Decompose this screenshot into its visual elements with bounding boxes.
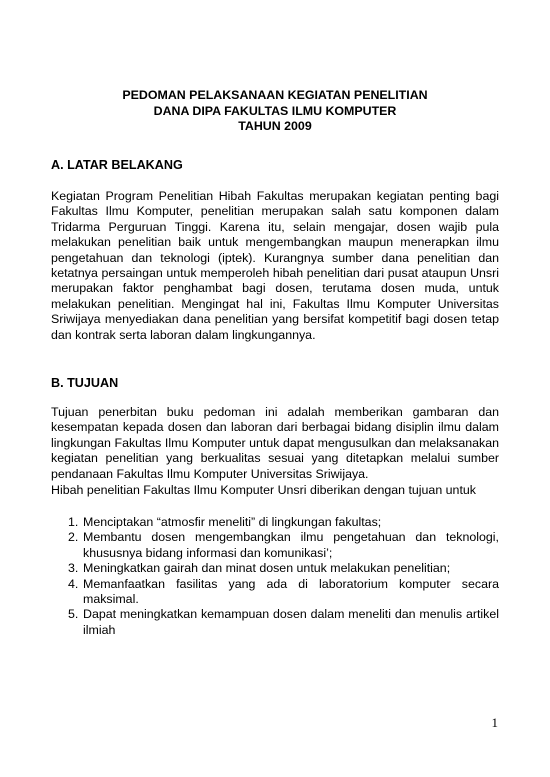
list-item-text: Menciptakan “atmosfir meneliti” di lingkungan fakultas; [83, 515, 382, 529]
objectives-list [51, 515, 499, 638]
list-item-text: Memanfaatkan fasilitas yang ada di laboratorium komputer secara maksimal. [83, 576, 499, 607]
list-item [51, 607, 499, 638]
list-item-number: 4. [68, 576, 79, 591]
list-item [51, 530, 499, 561]
title-line-1: PEDOMAN PELAKSANAAN KEGIATAN PENELITIAN [122, 88, 428, 102]
section-b-intro: Hibah penelitian Fakultas Ilmu Komputer Unsri diberikan dengan tujuan untuk [51, 483, 476, 497]
list-item-number: 1. [68, 515, 79, 529]
list-item-number: 5. [68, 607, 79, 622]
list-item [51, 577, 499, 608]
section-a-heading: A. LATAR BELAKANG [51, 158, 183, 172]
page-number: 1 [491, 715, 498, 730]
list-item-number: 2. [68, 530, 79, 545]
document-title [0, 88, 550, 135]
list-item-number: 3. [68, 561, 79, 576]
list-item [51, 515, 499, 530]
list-item-text: Membantu dosen mengembangkan ilmu pengetahuan dan teknologi, khususnya bidang informasi dan komunikasi’; [83, 530, 499, 560]
list-item-text: Meningkatkan gairah dan minat dosen untuk melakukan penelitian; [83, 561, 451, 576]
list-item [51, 561, 499, 576]
section-a-paragraph: Kegiatan Program Penelitian Hibah Fakultas merupakan kegiatan penting bagi Fakultas Ilmu Komputer, penelitian merupakan salah satu komponen dalam Tridarma Perguruan Tinggi. Karena itu, selain mengajar, dosen wajib pula melakukan penelitian baik untuk mengembangkan maupun menerapkan ilmu pengetahuan dan teknologi (iptek). Kurangnya sumber dana penelitian dan ketatnya persaingan untuk memperoleh hibah penelitian dari pusat ataupun Unsri merupakan faktor penghambat bagi dosen, terutama dosen muda, untuk melakukan penelitian. Mengingat hal ini, Fakultas Ilmu Komputer Universitas Sriwijaya menyediakan dana penelitian yang bersifat kompetitif bagi dosen tetap dan kontrak serta laboran dalam lingkungannya. [51, 189, 499, 342]
section-b-paragraph: Tujuan penerbitan buku pedoman ini adalah memberikan gambaran dan kesempatan kepada dosen dan laboran dari berbagai bidang disiplin ilmu dalam lingkungan Fakultas Ilmu Komputer untuk dapat mengusulkan dan melaksanakan kegiatan penelitian yang berkualitas sesuai yang ditetapkan melalui sumber pendanaan Fakultas Ilmu Komputer Universitas Sriwijaya. [51, 405, 499, 481]
list-item-text: Dapat meningkatkan kemampuan dosen dalam meneliti dan menulis artikel ilmiah [83, 607, 499, 637]
section-b-heading: B. TUJUAN [51, 376, 119, 390]
title-line-3: TAHUN 2009 [238, 119, 312, 133]
title-line-2: DANA DIPA FAKULTAS ILMU KOMPUTER [153, 103, 397, 118]
